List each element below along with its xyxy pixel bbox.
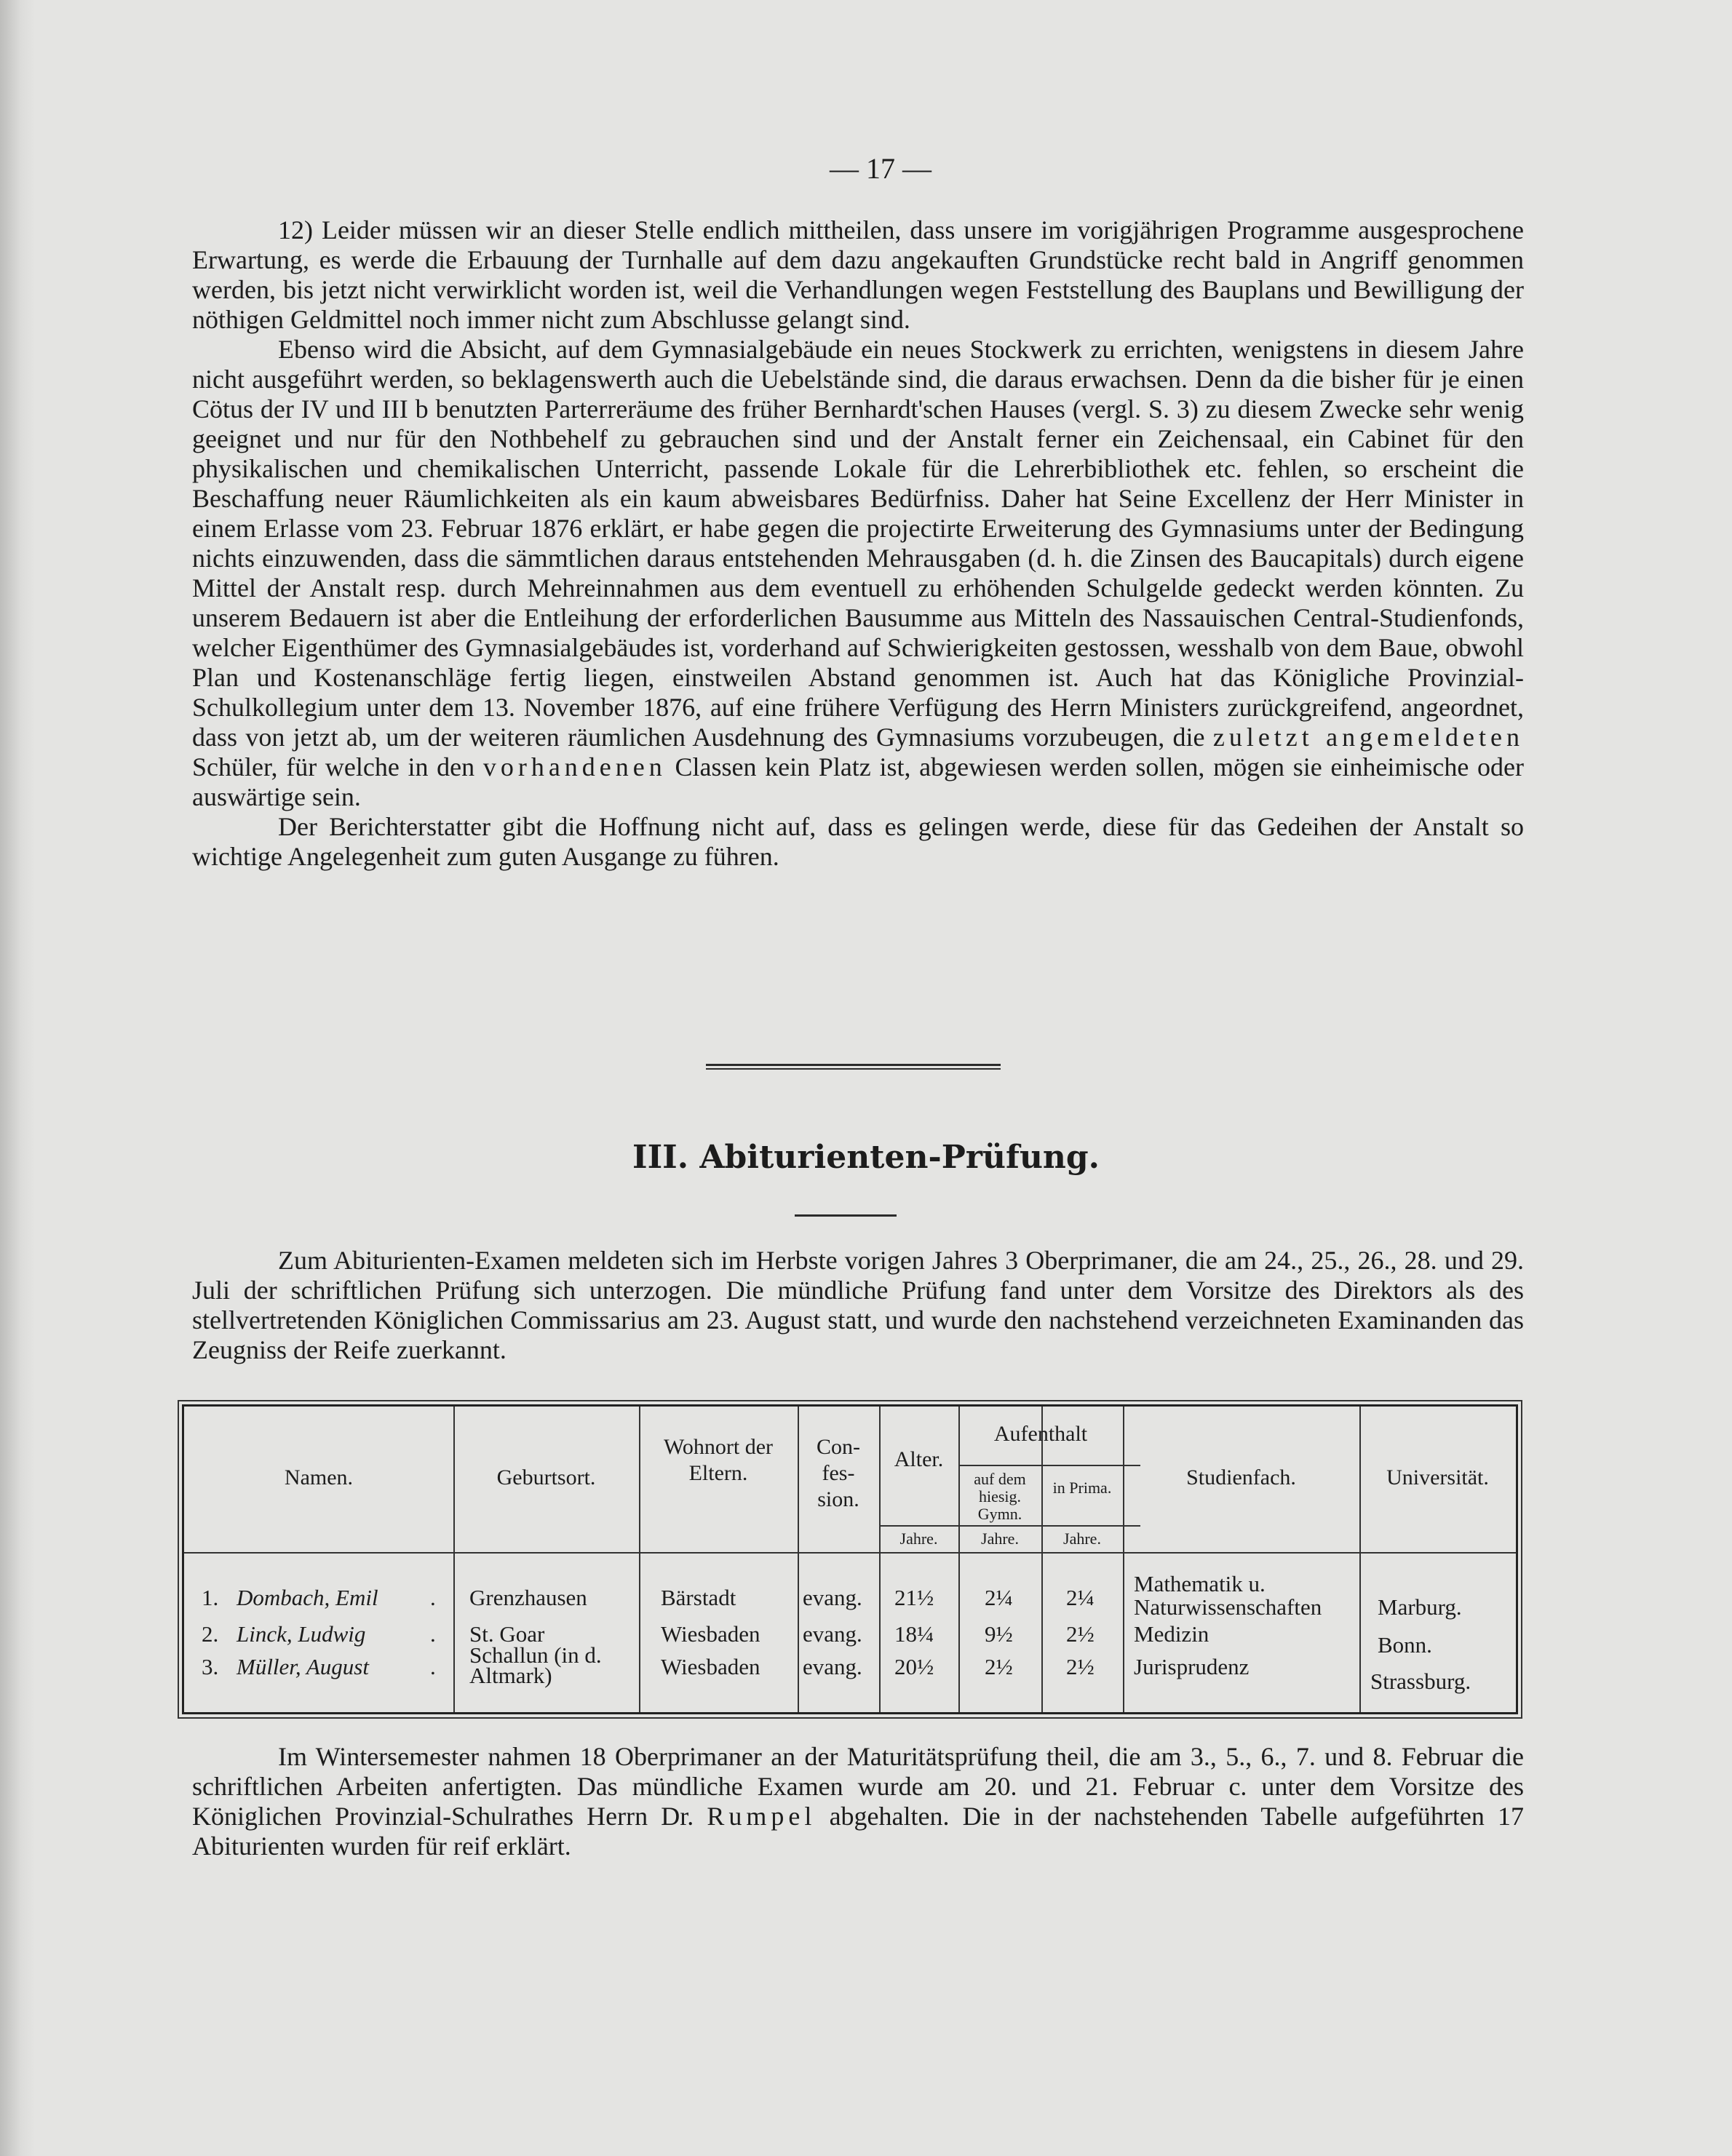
header-jahre-alter: Jahre. bbox=[899, 1530, 938, 1548]
header-aufenthalt: Aufenthalt bbox=[993, 1422, 1088, 1446]
paragraph-berichterstatter: Der Berichterstatter gibt die Hoffnung nicht auf, dass es gelingen werde, diese für das Gedeihen der Anstalt so wichtige Angelegenheit zum guten Ausgange zu führen. bbox=[192, 812, 1524, 871]
row-alter: 20½ bbox=[894, 1654, 934, 1679]
header-namen: Namen. bbox=[284, 1465, 354, 1489]
row-geburtsort: Grenzhausen bbox=[469, 1585, 587, 1610]
header-alter: Alter. bbox=[894, 1447, 944, 1471]
body-text-winter bbox=[192, 1742, 1524, 1861]
row-universitaet: Bonn. bbox=[1378, 1632, 1432, 1658]
row-leader-dot: . bbox=[430, 1654, 436, 1679]
row-universitaet: Marburg. bbox=[1378, 1594, 1462, 1620]
row-confession: evang. bbox=[803, 1585, 862, 1610]
header-confession: Con- fes- sion. bbox=[817, 1435, 860, 1511]
paragraph-wintersemester bbox=[192, 1742, 1524, 1861]
paragraph-stockwerk-text: Ebenso wird die Absicht, auf dem Gymnasialgebäude ein neues Stockwerk zu errichten, wenigstens in diesem Jahre nicht ausgeführt werden, so beklagenswerth auch die Uebelstände sind, die daraus erwachsen. Denn da die bisher für je einen Cötus der IV und III b benutzten Parterreräume des früher Bernhardt'schen Hauses (vergl. S. 3) zu diesem Zwecke sehr wenig geeignet und nur für den Nothbehelf zu gebrauchen sind und der Anstalt ferner ein Zeichensaal, ein Cabinet für den physikalischen und chemikalischen Unterricht, passende Lokale für die Lehrerbibliothek etc. fehlen, so erscheint die Beschaffung neuer Räumlichkeiten als ein kaum abweisbares Bedürfniss. Daher hat Seine Excellenz der Herr Minister in einem Erlasse vom 23. Februar 1876 erklärt, er habe gegen die projectirte Erweiterung des Gymnasiums unter der Bedingung nichts einzuwenden, dass die sämmtlichen daraus entstehenden Mehrausgaben (d. h. die Zinsen des Baucapitals) durch eigene Mittel der Anstalt resp. durch Mehreinnahmen aus dem eventuell zu erhöhenden Schulgelde gedeckt werden könnten. Zu unserem Bedauern ist aber die Entleihung der erforderlichen Bausumme aus Mitteln des Nassauischen Central-Studienfonds, welcher Eigenthümer des Gymnasialgebäudes ist, vorderhand auf Schwierigkeiten gestossen, wesshalb von dem Baue, obwohl Plan und Kostenanschläge fertig liegen, einstweilen Abstand genommen ist. Auch hat das Königliche Provinzial-Schulkollegium unter dem 13. November 1876, auf eine frühere Verfügung des Herrn Ministers zurückgreifend, angeordnet, dass von jetzt ab, um der weiteren räumlichen Ausdehnung des Gymnasiums vorzubeugen, die bbox=[192, 335, 1524, 752]
row-wohnort: Wiesbaden bbox=[661, 1621, 760, 1647]
header-wohnort: Wohnort der Eltern. bbox=[663, 1435, 774, 1485]
paragraph-stockwerk-tail: Classen kein Platz ist, abgewiesen werden sollen, mögen sie einheimische oder auswärtige sein. bbox=[192, 752, 1524, 811]
row-leader-dot: . bbox=[430, 1621, 436, 1647]
body-text-top bbox=[192, 215, 1524, 872]
row-gymn: 2½ bbox=[985, 1654, 1013, 1679]
row-confession: evang. bbox=[803, 1621, 862, 1647]
row-leader-dot: . bbox=[430, 1585, 436, 1610]
row-confession: evang. bbox=[803, 1654, 862, 1679]
row-gymn: 9½ bbox=[985, 1621, 1013, 1647]
row-wohnort: Wiesbaden bbox=[661, 1654, 760, 1679]
page-gutter-shadow bbox=[0, 0, 35, 2156]
section-heading: III. Abiturienten-Prüfung. bbox=[632, 1139, 1100, 1176]
row-alter: 21½ bbox=[894, 1585, 934, 1610]
row-geburtsort: Schallun (in d. Altmark) bbox=[469, 1642, 602, 1688]
row-prima: 2½ bbox=[1066, 1621, 1095, 1647]
header-jahre-gymn: Jahre. bbox=[981, 1530, 1019, 1548]
row-number: 2. bbox=[202, 1621, 219, 1647]
header-jahre-prima: Jahre. bbox=[1063, 1530, 1101, 1548]
row-number: 1. bbox=[202, 1585, 219, 1610]
header-in-prima: in Prima. bbox=[1052, 1479, 1112, 1497]
row-universitaet: Strassburg. bbox=[1370, 1668, 1471, 1694]
paragraph-herbst-examen: Zum Abiturienten-Examen meldeten sich im Herbste vorigen Jahres 3 Oberprimaner, die am 24., 25., 26., 28. und 29. Juli der schriftlichen Prüfung sich unterzogen. Die mündliche Prüfung fand unter dem Vorsitze des Direktors als des stellvertretenden Königlichen Commissarius am 23. August statt, und wurde den nachstehend verzeichneten Examinanden das Zeugniss der Reife zuerkannt. bbox=[192, 1246, 1524, 1364]
row-geburtsort: St. Goar bbox=[469, 1621, 545, 1647]
row-wohnort: Bärstadt bbox=[661, 1585, 736, 1610]
row-studienfach: Mathematik u. Naturwissenschaften bbox=[1134, 1571, 1322, 1620]
header-geburtsort: Geburtsort. bbox=[496, 1465, 596, 1489]
row-gymn: 2¼ bbox=[985, 1585, 1013, 1610]
row-prima: 2½ bbox=[1066, 1654, 1095, 1679]
row-alter: 18¼ bbox=[894, 1621, 934, 1647]
row-name: Dombach, Emil bbox=[237, 1585, 378, 1610]
header-auf-dem-gymn: auf dem hiesig. Gymn. bbox=[974, 1470, 1026, 1523]
row-studienfach: Jurisprudenz bbox=[1134, 1654, 1250, 1679]
paragraph-wintersemester-text: Im Wintersemester nahmen 18 Oberprimaner an der Maturitätsprüfung theil, die am 3., 5., 6., 7. und 8. Februar die schriftlichen Arbeiten anfertigten. Das mündliche Examen wurde am 20. und 21. Februar c. unter dem Vorsitze des Königlichen Provinzial-Schulrathes Herrn Dr. bbox=[192, 1742, 1524, 1831]
emphasis-rumpel: Rumpel bbox=[707, 1802, 817, 1831]
row-prima: 2¼ bbox=[1066, 1585, 1095, 1610]
abiturienten-table bbox=[182, 1404, 1518, 1714]
header-studienfach: Studienfach. bbox=[1186, 1465, 1296, 1489]
row-name: Linck, Ludwig bbox=[237, 1621, 366, 1647]
emphasis-zuletzt-angemeldeten: zuletzt angemeldeten bbox=[1212, 723, 1525, 752]
paragraph-turnhalle: 12) Leider müssen wir an dieser Stelle endlich mittheilen, dass unsere im vorigjährigen Programme ausgesprochene Erwartung, es werde die Erbauung der Turnhalle auf dem dazu angekauften Grundstücke recht bald in Angriff genommen werden, bis jetzt nicht verwirklicht worden ist, weil die Verhandlungen wegen Feststellung des Bauplans und Bewilligung der nöthigen Geldmittel noch immer nicht zum Abschlusse gelangt sind. bbox=[192, 215, 1524, 334]
emphasis-vorhandenen: vorhandenen bbox=[482, 752, 667, 781]
header-universitaet: Universität. bbox=[1386, 1465, 1489, 1489]
body-text-abitur bbox=[192, 1246, 1524, 1365]
row-studienfach: Medizin bbox=[1134, 1621, 1209, 1647]
paragraph-stockwerk-mid: Schüler, für welche in den bbox=[192, 752, 483, 781]
section-divider-rule bbox=[706, 1064, 1001, 1070]
page-number: — 17 — bbox=[830, 152, 931, 185]
paragraph-wintersemester-tail: abgehalten. Die in der nachstehenden Tabelle aufgeführten 17 Abiturienten wurden für reif erklärt. bbox=[192, 1802, 1525, 1861]
paragraph-stockwerk bbox=[192, 335, 1524, 812]
row-name: Müller, August bbox=[237, 1654, 369, 1679]
heading-underline-rule bbox=[795, 1214, 897, 1217]
row-number: 3. bbox=[202, 1654, 219, 1679]
